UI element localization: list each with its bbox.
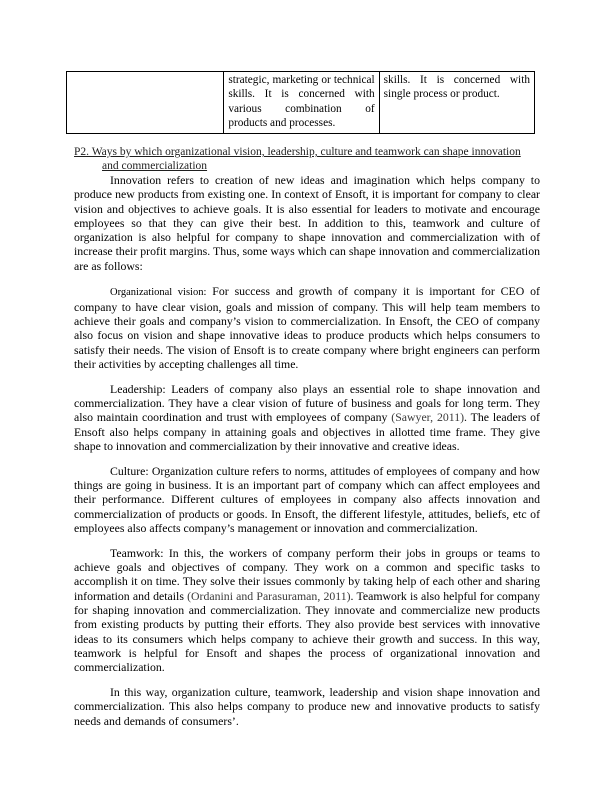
leadership-text-cont: . The leaders of Ensoft also helps company in attaining goals and objectives in allotted time frame. They give shape to innovation and commercialization by their innovative and creative ideas. [74,410,540,454]
table-cell: strategic, marketing or technical skills. It is concerned with various combination of products and processes. [224,72,379,134]
vision-paragraph [74,284,540,372]
leadership-text: Leadership: Leaders of company also plays an essential role to shape innovation and commercialization. They have a clear vision of future of business and goals for long term. They also maintain coordination and trust with employees of company [74,381,540,425]
teamwork-paragraph [74,546,540,675]
table-cell-empty [67,72,224,134]
citation: (Sawyer, 2011) [391,410,465,425]
table-cell: skills. It is concerned with single process or product. [379,72,534,134]
intro-paragraph: Innovation refers to creation of new ideas and imagination which helps company to produce new products from existing one. In context of Ensoft, it is important for company to clear vision and objectives to achieve goals. It is also essential for leaders to motivate and encourage employees so that they can give their best. In addition to this, teamwork and culture of organization is also helpful for company to shape innovation and commercialization with of increase their profit margins. Thus, some ways which can shape innovation and commercialization are as follows: [74,173,540,273]
teamwork-text: Teamwork: In this, the workers of company perform their jobs in groups or teams to achieve goals and objectives of company. They work on a common and specific tasks to accomplish it on time. They solve their issues commonly by taking help of each other and sharing information and details [74,545,540,603]
section-heading [74,145,540,173]
conclusion-paragraph: In this way, organization culture, teamwork, leadership and vision shape innovation and commercialization. This also helps company to produce new and innovative products to satisfy needs and demands of consumers’. [74,685,540,728]
heading-line-1: P2. Ways by which organizational vision, leadership, culture and teamwork can shape innovation [74,146,521,158]
citation: (Ordanini and Parasuraman, 2011) [187,588,351,603]
teamwork-text-cont: . Teamwork is also helpful for company for shaping innovation and commercialization. They innovate and commercialize new products from existing products by putting their efforts. They also provide best services with innovative ideas to its consumers which helps company to achieve their growth and success. In this way, teamwork is helpful for Ensoft and shapes the process of organizational innovation and commercialization. [74,588,540,675]
document-body [74,173,540,738]
culture-paragraph: Culture: Organization culture refers to norms, attitudes of employees of company and how things are going in business. It is an important part of company which can affect employees and their performance. Different cultures of employees in company also affects innovation and commercialization of products or goods. In Ensoft, the different lifestyle, attitudes, beliefs, etc of employees also affects company’s management or innovation and commercialization. [74,463,540,536]
vision-text: For success and growth of company it is important for CEO of company to have clear vision, goals and mission of company. This will help team members to achieve their goals and company’s vision to commercialization. In Ensoft, the CEO of company also focus on vision and shape innovative ideas to produce products which helps consumers to satisfy their needs. The vision of Ensoft is to create company where bright engineers can perform their activities by accepting challenges all time. [74,283,540,372]
vision-label: Organizational vision: [110,286,207,298]
table-row [67,72,535,134]
heading-line-2: and commercialization [102,160,208,173]
leadership-paragraph [74,382,540,453]
comparison-table-continuation [66,71,535,134]
